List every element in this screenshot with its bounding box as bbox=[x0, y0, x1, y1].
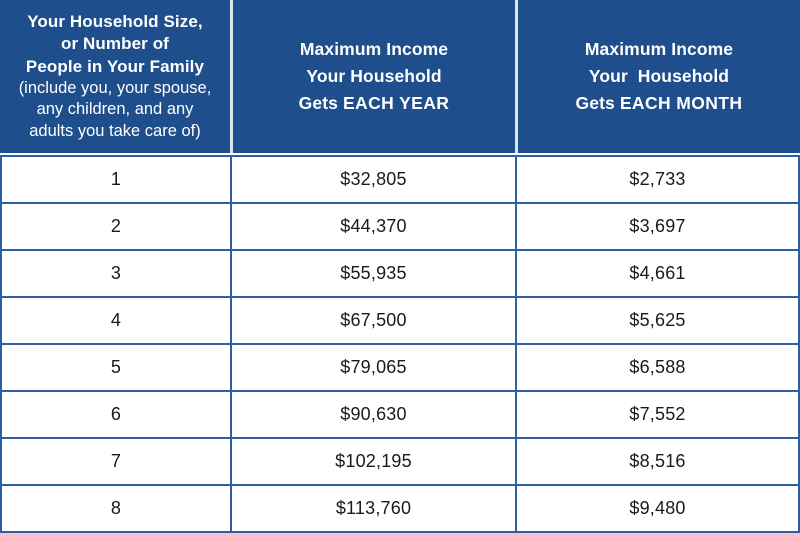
header-line bbox=[576, 90, 743, 117]
yearly-income-cell: $102,195 bbox=[230, 439, 515, 484]
household-size-cell: 7 bbox=[110, 451, 122, 471]
monthly-income-cell: $2,733 bbox=[515, 157, 798, 202]
header-line: or Number of bbox=[61, 34, 169, 54]
monthly-income-cell: $8,516 bbox=[515, 439, 798, 484]
monthly-income-cell: $7,552 bbox=[515, 392, 798, 437]
header-line-prefix: Gets bbox=[298, 93, 343, 114]
table-row bbox=[0, 486, 800, 533]
table-row bbox=[0, 251, 800, 298]
table-row bbox=[0, 157, 800, 204]
header-monthly-income bbox=[515, 0, 800, 153]
table-header-row bbox=[0, 0, 800, 153]
monthly-income-cell: $9,480 bbox=[515, 486, 798, 531]
monthly-income-cell: $5,625 bbox=[515, 298, 798, 343]
household-size-cell: 4 bbox=[110, 310, 122, 330]
monthly-income-cell: $6,588 bbox=[515, 345, 798, 390]
header-line: Your Household bbox=[306, 65, 442, 86]
header-yearly-income bbox=[230, 0, 515, 153]
header-household-size bbox=[0, 0, 230, 153]
header-line: Maximum Income bbox=[299, 38, 449, 59]
yearly-income-cell: $79,065 bbox=[230, 345, 515, 390]
yearly-income-cell: $113,760 bbox=[230, 486, 515, 531]
household-size-cell: 8 bbox=[110, 498, 122, 518]
header-household-size-title bbox=[26, 11, 204, 78]
table-row bbox=[0, 439, 800, 486]
header-emphasis: EACH YEAR bbox=[342, 93, 450, 114]
household-size-cell: 5 bbox=[110, 357, 122, 377]
yearly-income-cell: $32,805 bbox=[230, 157, 515, 202]
monthly-income-cell: $4,661 bbox=[515, 251, 798, 296]
header-line-prefix: Gets bbox=[575, 93, 620, 114]
header-line: People in Your Family bbox=[25, 56, 205, 76]
table-row bbox=[0, 298, 800, 345]
table-row bbox=[0, 392, 800, 439]
household-size-cell: 3 bbox=[110, 263, 122, 283]
header-note-line: adults you take care of) bbox=[29, 121, 201, 140]
table-row bbox=[0, 204, 800, 251]
header-line: Your Household Size, bbox=[27, 11, 203, 31]
yearly-income-cell: $55,935 bbox=[230, 251, 515, 296]
header-line: Maximum Income bbox=[584, 38, 734, 59]
header-note-line: (include you, your spouse, bbox=[18, 79, 212, 97]
household-size-cell: 2 bbox=[110, 216, 122, 236]
monthly-income-cell: $3,697 bbox=[515, 204, 798, 249]
table-row bbox=[0, 345, 800, 392]
header-note-line: any children, and any bbox=[36, 100, 194, 119]
header-household-size-note bbox=[19, 78, 212, 142]
household-size-cell: 1 bbox=[110, 169, 122, 189]
header-line: Your Household bbox=[588, 65, 730, 86]
yearly-income-cell: $44,370 bbox=[230, 204, 515, 249]
yearly-income-cell: $90,630 bbox=[230, 392, 515, 437]
header-line bbox=[299, 90, 450, 117]
yearly-income-cell: $67,500 bbox=[230, 298, 515, 343]
header-emphasis: EACH MONTH bbox=[619, 93, 743, 114]
table-body bbox=[0, 155, 800, 533]
household-size-cell: 6 bbox=[110, 404, 122, 424]
